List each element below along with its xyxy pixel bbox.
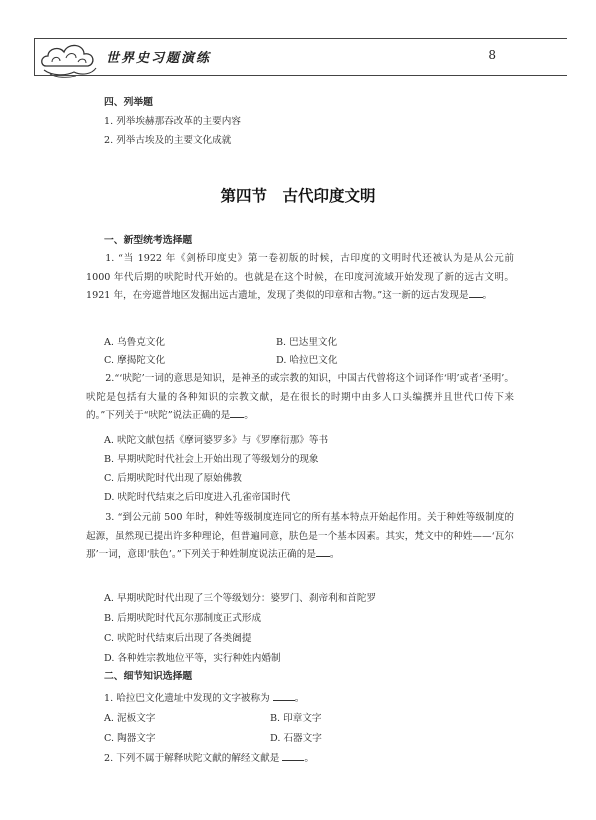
option: D. 石器文字 <box>270 733 322 744</box>
question-3: 3. “到公元前 500 年时，种姓等级制度连同它的所有基本特点开始起作用。关于种姓等级制度的起源，虽然现已提出许多种理论，但普遍同意，肤色是一个基本因素。其实，梵文中的种姓——‘瓦尔那’一词，意即‘肤色’。”下列关于种姓制度说法正确的是 。 <box>86 512 514 560</box>
part-heading: 二、细节知识选择题 <box>104 671 193 682</box>
list-item: 2. 列举古埃及的主要文化成就 <box>104 135 232 146</box>
option: D. 吠陀时代结束之后印度进入孔雀帝国时代 <box>104 492 291 503</box>
option: A. 吠陀文献包括《摩诃婆罗多》与《罗摩衍那》等书 <box>104 435 329 446</box>
option: B. 后期吠陀时代瓦尔那制度正式形成 <box>104 613 262 624</box>
header-title: 世界史习题演练 <box>106 51 212 66</box>
option: B. 巴达里文化 <box>276 337 338 348</box>
list-heading: 四、列举题 <box>104 97 153 108</box>
part-heading: 一、新型统考选择题 <box>104 235 193 246</box>
option: C. 吠陀时代结束后出现了各类阇提 <box>104 633 252 644</box>
option: A. 早期吠陀时代出现了三个等级划分：婆罗门、刹帝利和首陀罗 <box>104 593 377 604</box>
list-item: 1. 列举埃赫那吞改革的主要内容 <box>104 116 241 127</box>
option: A. 泥板文字 <box>104 713 156 724</box>
detail-question-2: 2. 下列不属于解释吠陀文献的解经文献是 。 <box>104 750 314 764</box>
option: C. 后期吠陀时代出现了原始佛教 <box>104 473 242 484</box>
page-header <box>34 38 566 80</box>
page-number: 8 <box>488 48 496 62</box>
option: B. 印章文字 <box>270 713 322 724</box>
question-1: 1. “当 1922 年《剑桥印度史》第一卷初版的时候，古印度的文明时代还被认为是从公元前 1000 年代后期的吠陀时代开始的。也就是在这个时候，在印度河流域开始发现了新的远古文明。1921 年，在旁遮普地区发掘出远古遗址，发现了类似的印章和古物。”这一新的远古发现是 。 <box>86 253 514 301</box>
question-2: 2.“‘吠陀’一词的意思是知识，是神圣的或宗教的知识，中国古代曾将这个词译作‘明’或者‘圣明’。吠陀是包括有大量的各种知识的宗教文献，是在很长的时期中由多人口头编撰并且世代口传下来的。”下列关于“吠陀”说法正确的是 。 <box>86 373 514 421</box>
option: D. 哈拉巴文化 <box>276 355 338 366</box>
detail-question-1: 1. 哈拉巴文化遗址中发现的文字被称为 。 <box>104 690 304 704</box>
option: C. 摩揭陀文化 <box>104 355 166 366</box>
option: D. 各种姓宗教地位平等，实行种姓内婚制 <box>104 653 281 664</box>
option: A. 乌鲁克文化 <box>104 337 165 348</box>
section-title: 第四节 古代印度文明 <box>220 187 376 205</box>
option: C. 陶器文字 <box>104 733 156 744</box>
option: B. 早期吠陀时代社会上开始出现了等级划分的现象 <box>104 454 319 465</box>
